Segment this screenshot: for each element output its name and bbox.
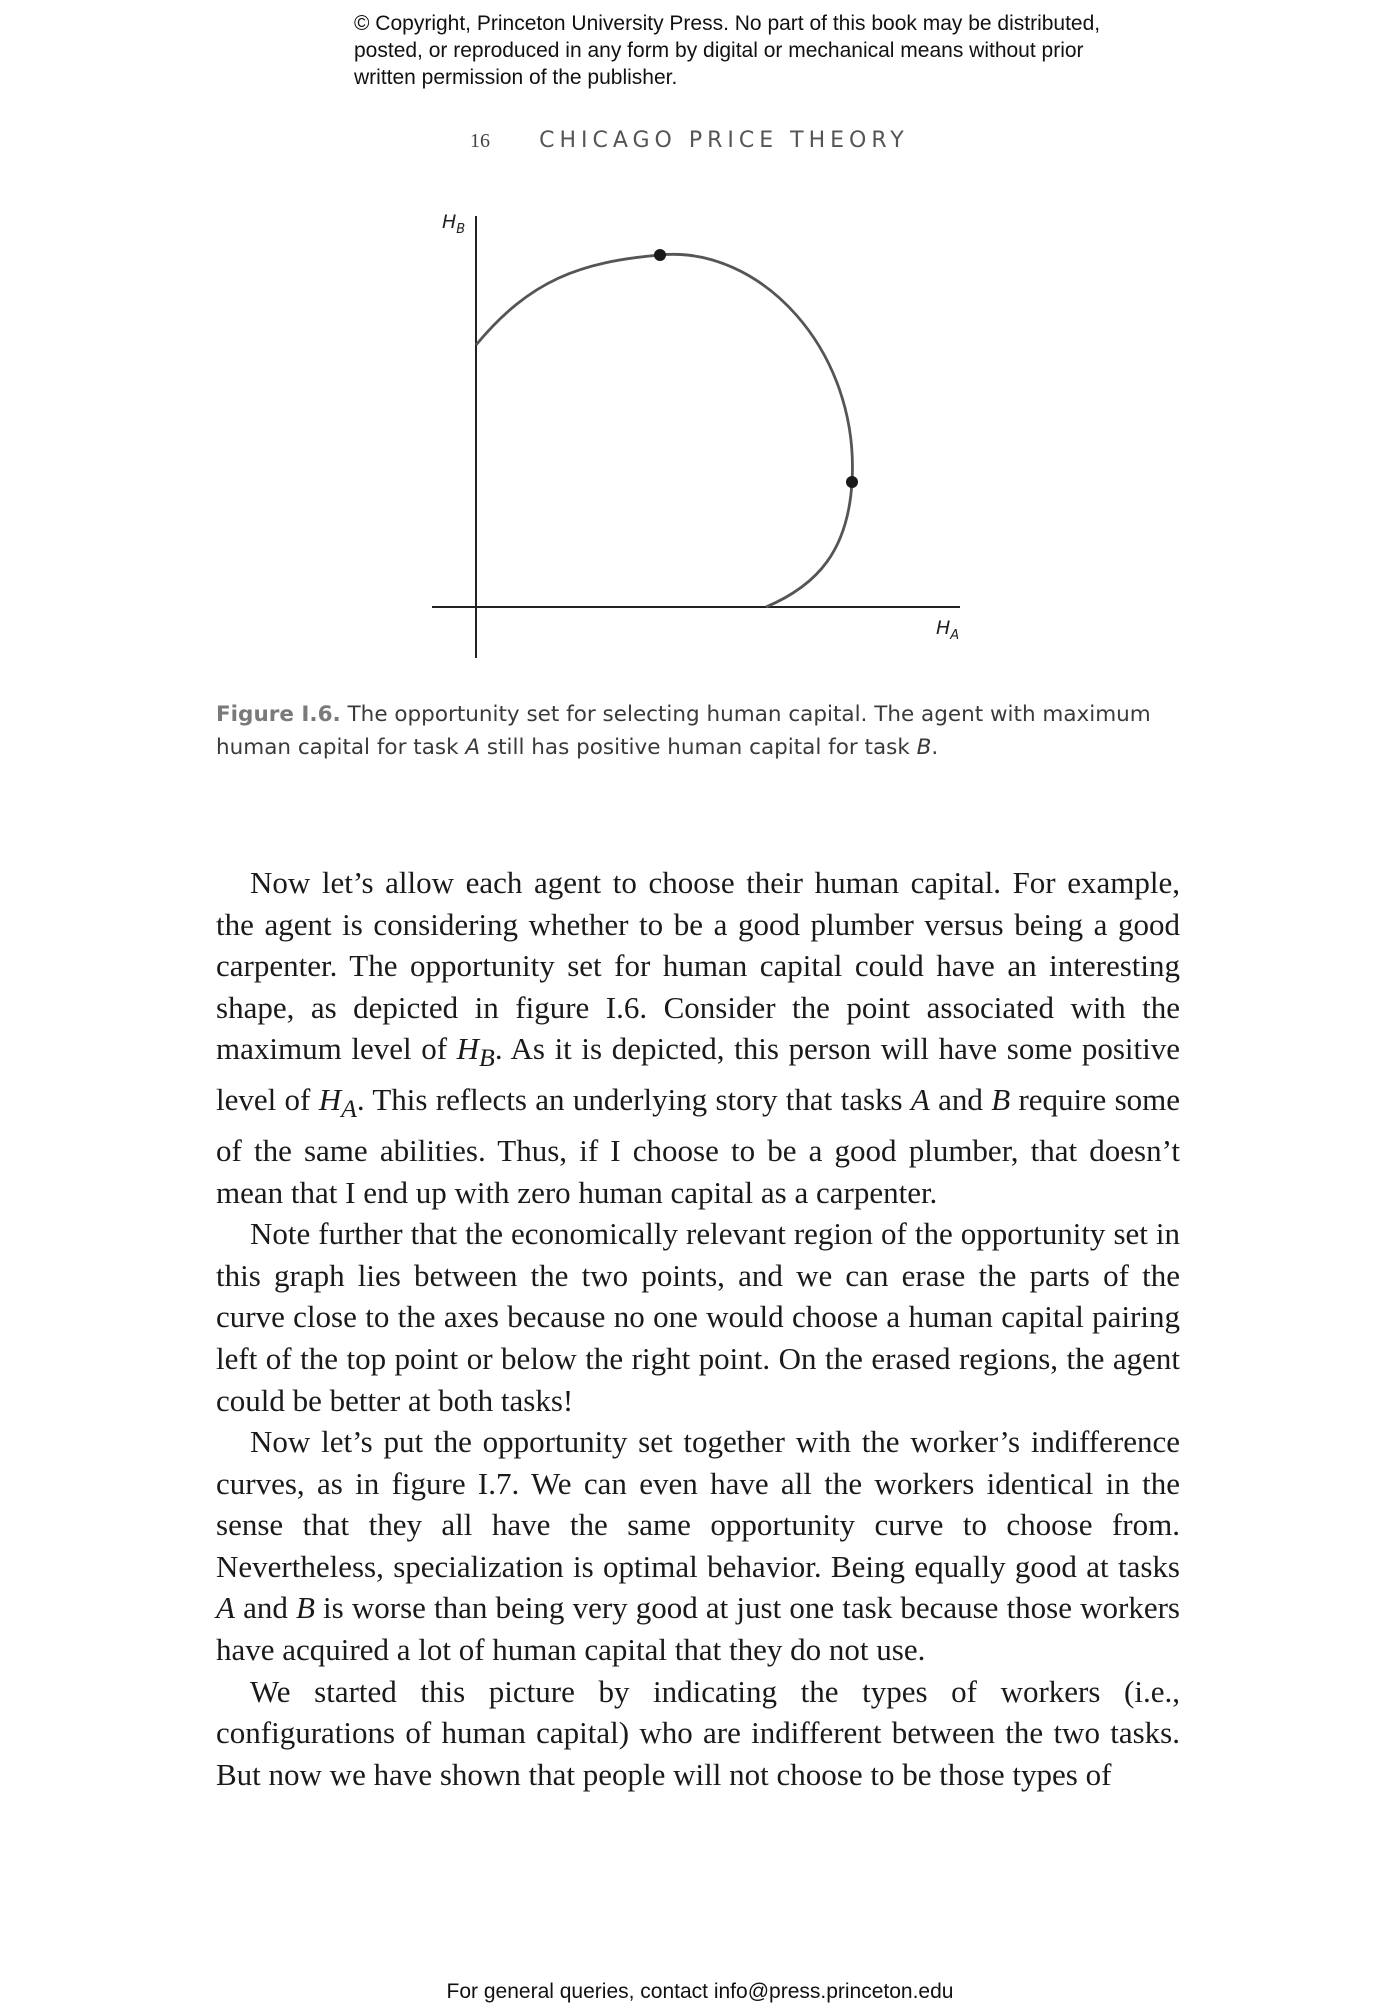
page-number: 16	[470, 130, 490, 152]
max-ha-point	[846, 476, 858, 488]
x-axis-label: $H_A$	[936, 617, 960, 643]
paragraph: Now let’s put the opportunity set together with the worker’s indifference curves, as in figure I.7. We can even have all the workers identical in the sense that they all have the same opportunity curve to choose from. Nevertheless, specialization is optimal behavior. Being equally good at tasks A and B is worse than being very good at just one task because those workers have acquired a lot of human capital that they do not use.	[216, 1424, 1180, 1668]
running-head	[470, 128, 909, 153]
max-hb-point	[654, 249, 666, 261]
paragraph: Note further that the economically relevant region of the opportunity set in this graph lies between the two points, and we can erase the parts of the curve close to the axes because no one would choose a human capital pairing left of the top point or below the right point. On the erased regions, the agent could be better at both tasks!	[216, 1216, 1180, 1418]
figure-label: Figure I.6.	[216, 702, 341, 727]
opportunity-set-curve	[476, 254, 852, 607]
figure-caption: Figure I.6. The opportunity set for selecting human capital. The agent with maximum human capital for task A still has positive human capital for task B.	[216, 702, 1151, 760]
y-axis-label: $H_B$	[442, 211, 466, 237]
paragraph: Now let’s allow each agent to choose their human capital. For example, the agent is considering whether to be a good plumber versus being a good carpenter. The opportunity set for human capital could have an interesting shape, as depicted in figure I.6. Consider the point associated with the maximum level of $H_B$. As it is depicted, this person will have some positive level of $H_A$. This reflects an underlying story that tasks A and B require some of the same abilities. Thus, if I choose to be a good plumber, that doesn’t mean that I end up with zero human capital as a carpenter.	[216, 865, 1181, 1210]
copyright-notice: © Copyright, Princeton University Press. No part of this book may be distributed, posted, or reproduced in any form by digital or mechanical means without prior written permission of the publisher.	[354, 12, 1101, 89]
body-text	[216, 862, 1180, 1795]
opportunity-set-figure	[420, 200, 980, 660]
running-title: CHICAGO PRICE THEORY	[539, 128, 909, 153]
paragraph: We started this picture by indicating the types of workers (i.e., configurations of human capital) who are indifferent between the two tasks. But now we have shown that people will not choose to be those types of	[216, 1673, 1180, 1792]
footer-contact: For general queries, contact info@press.princeton.edu	[446, 1980, 954, 2003]
